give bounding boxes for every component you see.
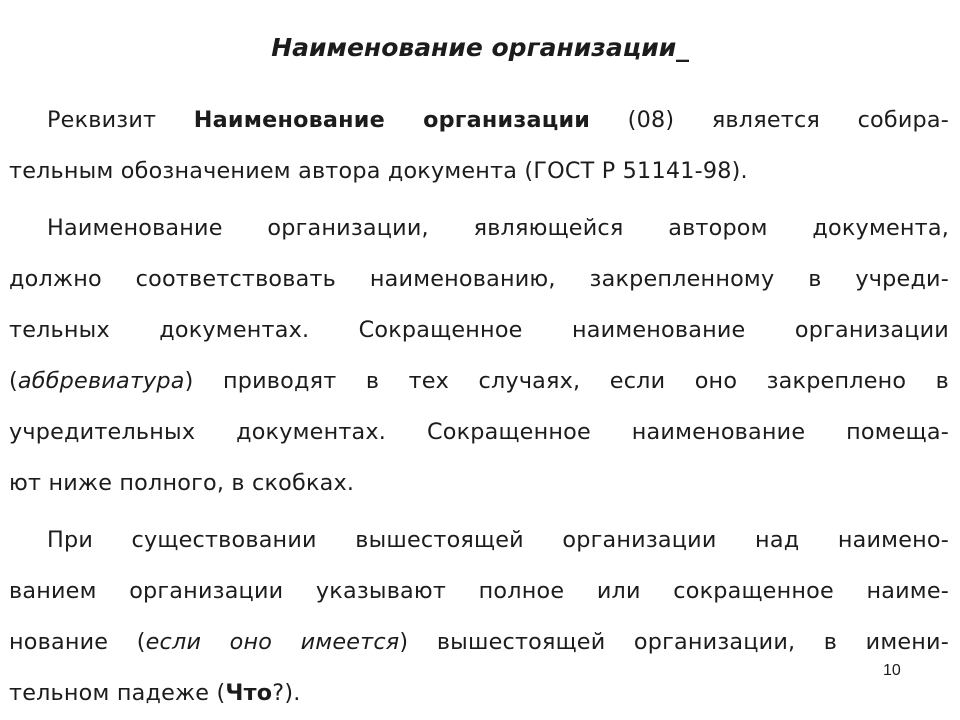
text-line — [9, 407, 949, 458]
paragraph — [9, 95, 949, 197]
text-line — [9, 566, 949, 617]
text-run: Реквизит — [47, 107, 194, 133]
text-run: ) приводят в тех случаях, если оно закреплено в — [184, 368, 949, 394]
paragraph — [9, 515, 949, 719]
bold-text: Наименование организации — [193, 107, 591, 133]
page-number: 10 — [883, 662, 901, 679]
text-run: тельным обозначением автора документа (ГОСТ Р 51141-98). — [9, 158, 748, 184]
text-run: ют ниже полного, в скобках. — [9, 470, 355, 496]
text-line — [9, 356, 949, 407]
text-run: ) вышестоящей организации, в имени- — [399, 629, 949, 655]
italic-text: если оно имеется — [145, 629, 400, 655]
text-line — [9, 254, 949, 305]
slide-title-mark: _ — [676, 33, 689, 62]
text-run: ( — [9, 368, 18, 394]
text-line — [9, 617, 949, 668]
text-line — [9, 668, 949, 719]
text-line — [9, 305, 949, 356]
text-run: (08) является собира- — [590, 107, 949, 133]
slide-body — [9, 95, 949, 719]
text-run: тельных документах. Сокращенное наименование организации — [9, 317, 949, 343]
text-line — [9, 95, 949, 146]
bold-text: Что — [225, 680, 273, 706]
italic-text: аббревиатура — [17, 368, 185, 394]
text-run: ?). — [272, 680, 301, 706]
text-run: Наименование организации, являющейся автором документа, — [47, 215, 949, 241]
text-run: нование ( — [9, 629, 146, 655]
text-run: должно соответствовать наименованию, закрепленному в учреди- — [9, 266, 949, 292]
paragraph — [9, 203, 949, 509]
text-run: ванием организации указывают полное или сокращенное наиме- — [9, 578, 949, 604]
slide-title-text: Наименование организации — [271, 33, 677, 62]
text-run: тельном падеже ( — [9, 680, 226, 706]
text-line — [9, 515, 949, 566]
text-run: учредительных документах. Сокращенное наименование помеща- — [9, 419, 949, 445]
text-line — [9, 458, 949, 509]
text-line — [9, 146, 949, 197]
slide-title — [0, 28, 960, 68]
text-line — [9, 203, 949, 254]
text-run: При существовании вышестоящей организации над наимено- — [47, 527, 949, 553]
